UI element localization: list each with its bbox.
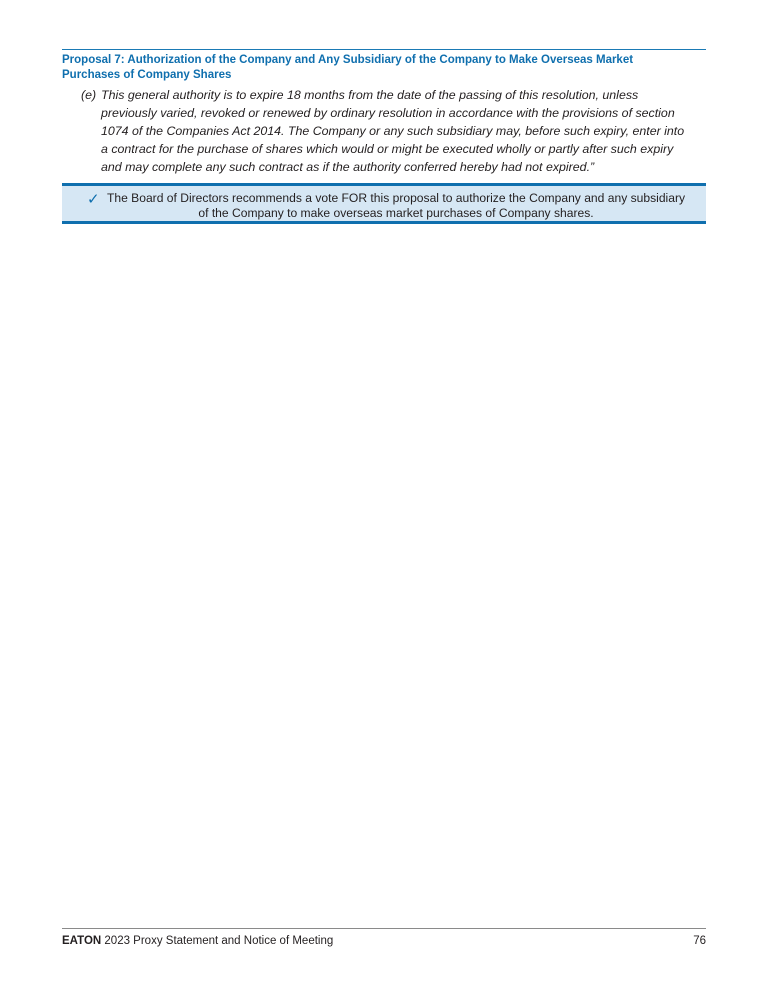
page-number: 76: [693, 935, 706, 947]
footer-title: 2023 Proxy Statement and Notice of Meeting: [104, 935, 334, 947]
recommendation-text: The Board of Directors recommends a vote FOR this proposal to authorize the Company and any subsidiary of the Company to make overseas market purchases of Company shares.: [106, 191, 686, 220]
page-footer: [62, 934, 706, 948]
header-divider: [62, 49, 706, 50]
footer-brand: EATON: [62, 935, 102, 947]
resolution-clause: [81, 86, 691, 176]
footer-divider: [62, 928, 706, 929]
clause-text: This general authority is to expire 18 months from the date of the passing of this resolution, unless previously varied, revoked or renewed by ordinary resolution in accordance with the provisions of section 1074 of the Companies Act 2014. The Company or any such subsidiary may, before such expiry, enter into a contract for the purchase of shares which would or might be executed wholly or partly after such expiry and may complete any such contract as if the authority conferred hereby had not expired.”: [101, 88, 685, 174]
check-icon: ✓: [87, 190, 100, 208]
proposal-heading: Proposal 7: Authorization of the Company and Any Subsidiary of the Company to Make Overseas Market Purchases of Company Shares: [62, 54, 634, 81]
board-recommendation-box: [62, 183, 706, 224]
clause-marker: (e): [81, 88, 97, 102]
